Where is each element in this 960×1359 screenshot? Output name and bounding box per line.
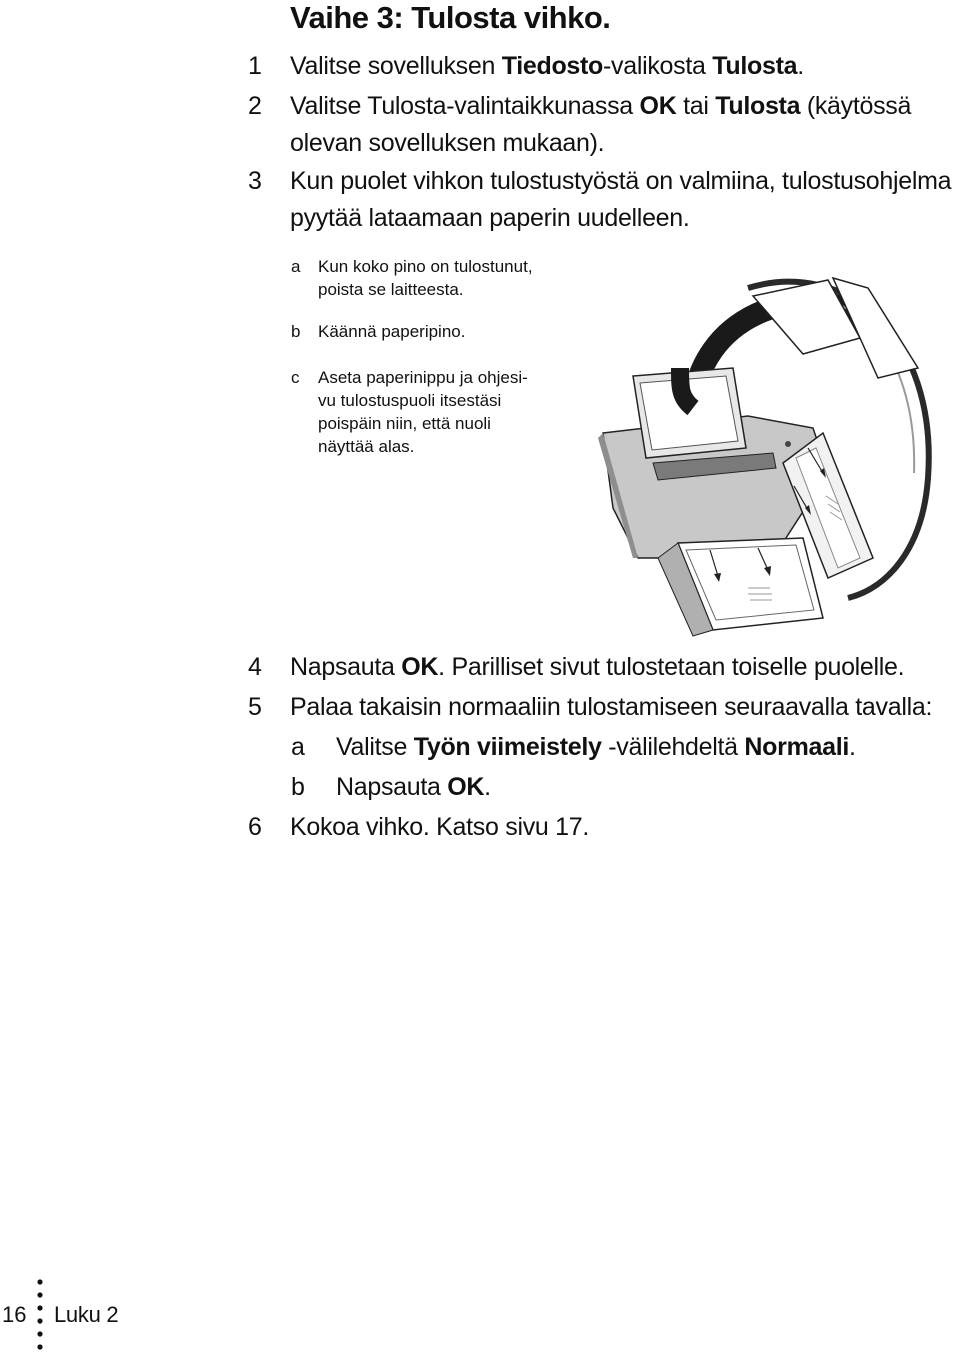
step-3-text: Kun puolet vihkon tulostustyöstä on valmiina, tulostusohjelma <box>290 167 952 195</box>
step-3-number: 3 <box>248 167 262 195</box>
substep-a-text-line2: poista se laitteesta. <box>318 280 464 299</box>
printer-paper-flip-illustration <box>598 258 948 638</box>
substep-c-letter: c <box>291 368 300 387</box>
step-5-number: 5 <box>248 693 262 721</box>
step-6-number: 6 <box>248 813 262 841</box>
substep-c-text-line4: näyttää alas. <box>318 437 415 456</box>
substep-a-text: Kun koko pino on tulostunut, <box>318 257 533 276</box>
step-1-number: 1 <box>248 52 262 80</box>
step-2-text: Valitse Tulosta-valintaikkunassa OK tai Tulosta (käytössä <box>290 92 912 120</box>
step-5b-letter: b <box>291 773 305 801</box>
step-4-number: 4 <box>248 653 262 681</box>
substep-b-text: Käännä paperipino. <box>318 322 466 341</box>
step-3-text-line2: pyytää lataamaan paperin uudelleen. <box>290 204 690 232</box>
substep-a-letter: a <box>291 257 301 276</box>
substep-c-text-line3: poispäin niin, että nuoli <box>318 414 491 433</box>
substep-c-text-line2: vu tulostuspuoli itsestäsi <box>318 391 502 410</box>
step-6-text: Kokoa vihko. Katso sivu 17. <box>290 813 590 841</box>
step-4-text: Napsauta OK. Parilliset sivut tulostetaan toiselle puolelle. <box>290 653 905 681</box>
page-heading: Vaihe 3: Tulosta vihko. <box>290 0 611 35</box>
step-5a-letter: a <box>291 733 305 761</box>
footer-dot-divider <box>36 1278 44 1354</box>
page-number: 16 <box>2 1302 27 1327</box>
step-5a-text: Valitse Työn viimeistely -välilehdeltä Normaali. <box>336 733 856 761</box>
step-2-text-line2: olevan sovelluksen mukaan). <box>290 129 605 157</box>
substep-b-letter: b <box>291 322 301 341</box>
step-2-number: 2 <box>248 92 262 120</box>
step-5b-text: Napsauta OK. <box>336 773 491 801</box>
chapter-label: Luku 2 <box>54 1302 119 1327</box>
step-5-text: Palaa takaisin normaaliin tulostamiseen seuraavalla tavalla: <box>290 693 933 721</box>
step-1-text: Valitse sovelluksen Tiedosto-valikosta Tulosta. <box>290 52 804 80</box>
substep-c-text: Aseta paperinippu ja ohjesi- <box>318 368 528 387</box>
